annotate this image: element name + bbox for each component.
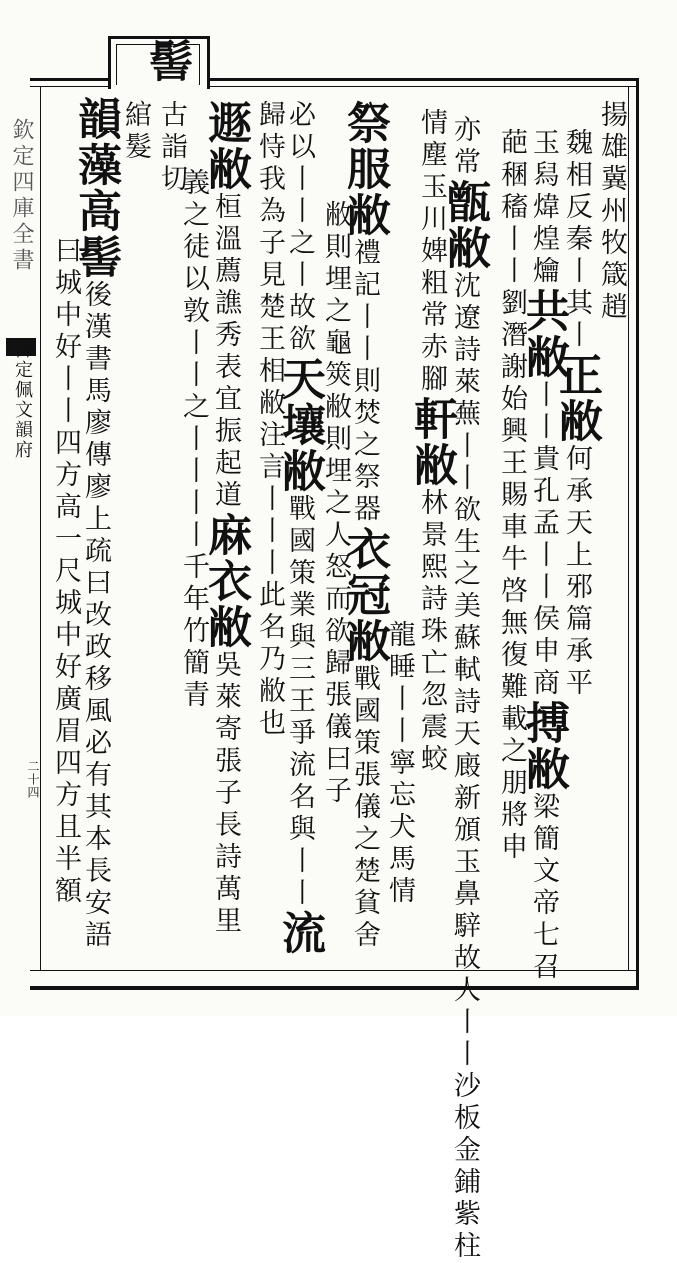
text-column (518, 128, 569, 984)
entry-text: 相敝注言丨丨丨此名乃敝也 (254, 356, 285, 740)
entry-text: 歸恃我為子見楚王 (254, 100, 285, 356)
entry-text: 何承天上邪篇承平 (561, 444, 592, 700)
entry-text: 丨丨丨千年竹簡青 (178, 456, 209, 712)
head-word: 髻 (141, 38, 192, 82)
entry-heading: 正敝 (551, 352, 602, 444)
text-column (200, 100, 251, 938)
entry-text: 桓溫薦譙秀表宜振起道 (210, 192, 241, 512)
text-column (50, 236, 80, 908)
entry-text: 曰城中好丨丨四方高一尺城中好廣眉四方且半額 (50, 236, 81, 908)
entry-text: 劉潛謝始興王賜車牛啓無復難載之朋將申 (496, 288, 527, 864)
frame-rule-right (628, 86, 629, 970)
text-column (496, 128, 526, 864)
spine-top-text: 欽定四庫全書 (9, 118, 34, 274)
entry-text: 沙板金鋪紫柱 (449, 1071, 480, 1263)
entry-heading: 共敝 (518, 288, 569, 380)
entry-text: 古詣切 (156, 100, 187, 196)
entry-text: 必以丨丨之丨故欲 (284, 100, 315, 356)
entry-text: 梁簡文帝七召 (528, 792, 559, 984)
text-column (339, 100, 390, 952)
text-column (439, 115, 490, 1263)
entry-text: 葩稛稸丨丨 (496, 128, 527, 288)
text-column (254, 100, 284, 740)
entry-text: 貴孔孟丨丨侯申商 (528, 444, 559, 700)
text-column (178, 168, 208, 712)
text-column (156, 100, 186, 196)
entry-text: 吳萊寄張子長詩萬里 (210, 650, 241, 938)
entry-heading: 流 (274, 910, 325, 956)
entry-text: 綰髮 (120, 100, 151, 164)
entry-text: 龍睡丨丨寧忘犬馬情 (384, 620, 415, 908)
entry-text: 後漢書馬廖傳廖上疏曰改政移風必有其本長安語 (80, 280, 111, 952)
entry-heading: 韻藻高髻 (70, 96, 121, 280)
entry-text: 義之徒以敦丨丨之丨 (178, 168, 209, 456)
text-column (274, 100, 325, 956)
entry-text: 戰國策張儀之楚貧舍 (349, 664, 380, 952)
entry-text: 敝則埋之龜筴敝則埋之 (320, 200, 351, 520)
entry-text: 亦常 (449, 115, 480, 179)
entry-heading: 軒敝 (406, 396, 457, 488)
entry-text: 塵玉川婢粗常赤腳 (416, 140, 447, 396)
entry-heading: 搏敝 (518, 700, 569, 792)
entry-text: 沈遼詩萊蕪丨丨欲生 (449, 271, 480, 559)
entry-text: 魏相反秦丨其丨 (561, 128, 592, 352)
entry-text: 丨丨 (528, 380, 559, 444)
entry-heading: 祭服敝 (339, 100, 390, 238)
entry-text: 玉舄煒煌爚 (528, 128, 559, 288)
text-column (120, 100, 150, 164)
text-column (320, 200, 350, 808)
entry-text: 情 (416, 108, 447, 140)
entry-text: 禮記丨丨則焚之祭器 (349, 238, 380, 526)
entry-text: 之美蘇軾詩天廄新頒玉鼻騂故人丨丨 (449, 559, 480, 1071)
entry-text: 揚雄冀州牧箴趙 (596, 100, 627, 324)
entry-heading: 甑敝 (439, 179, 490, 271)
text-column (70, 96, 121, 952)
entry-heading: 天壤敝 (274, 356, 325, 494)
entry-text: 戰國策業與三王爭流名與丨丨 (284, 494, 315, 910)
text-column (551, 128, 602, 700)
entry-text: 人怒而欲歸張儀曰子 (320, 520, 351, 808)
spine-rule (40, 86, 41, 970)
entry-heading: 麻衣敝 (200, 512, 251, 650)
page-number: 二十四 (26, 760, 40, 799)
entry-text: 林景熙詩珠亡忽震蛟 (416, 488, 447, 776)
text-column (596, 100, 626, 324)
spine-book-title: 御定佩文韻府 (12, 340, 33, 460)
text-column (406, 108, 457, 776)
entry-heading: 遯敝 (200, 100, 251, 192)
entry-heading: 衣冠敝 (339, 526, 390, 664)
